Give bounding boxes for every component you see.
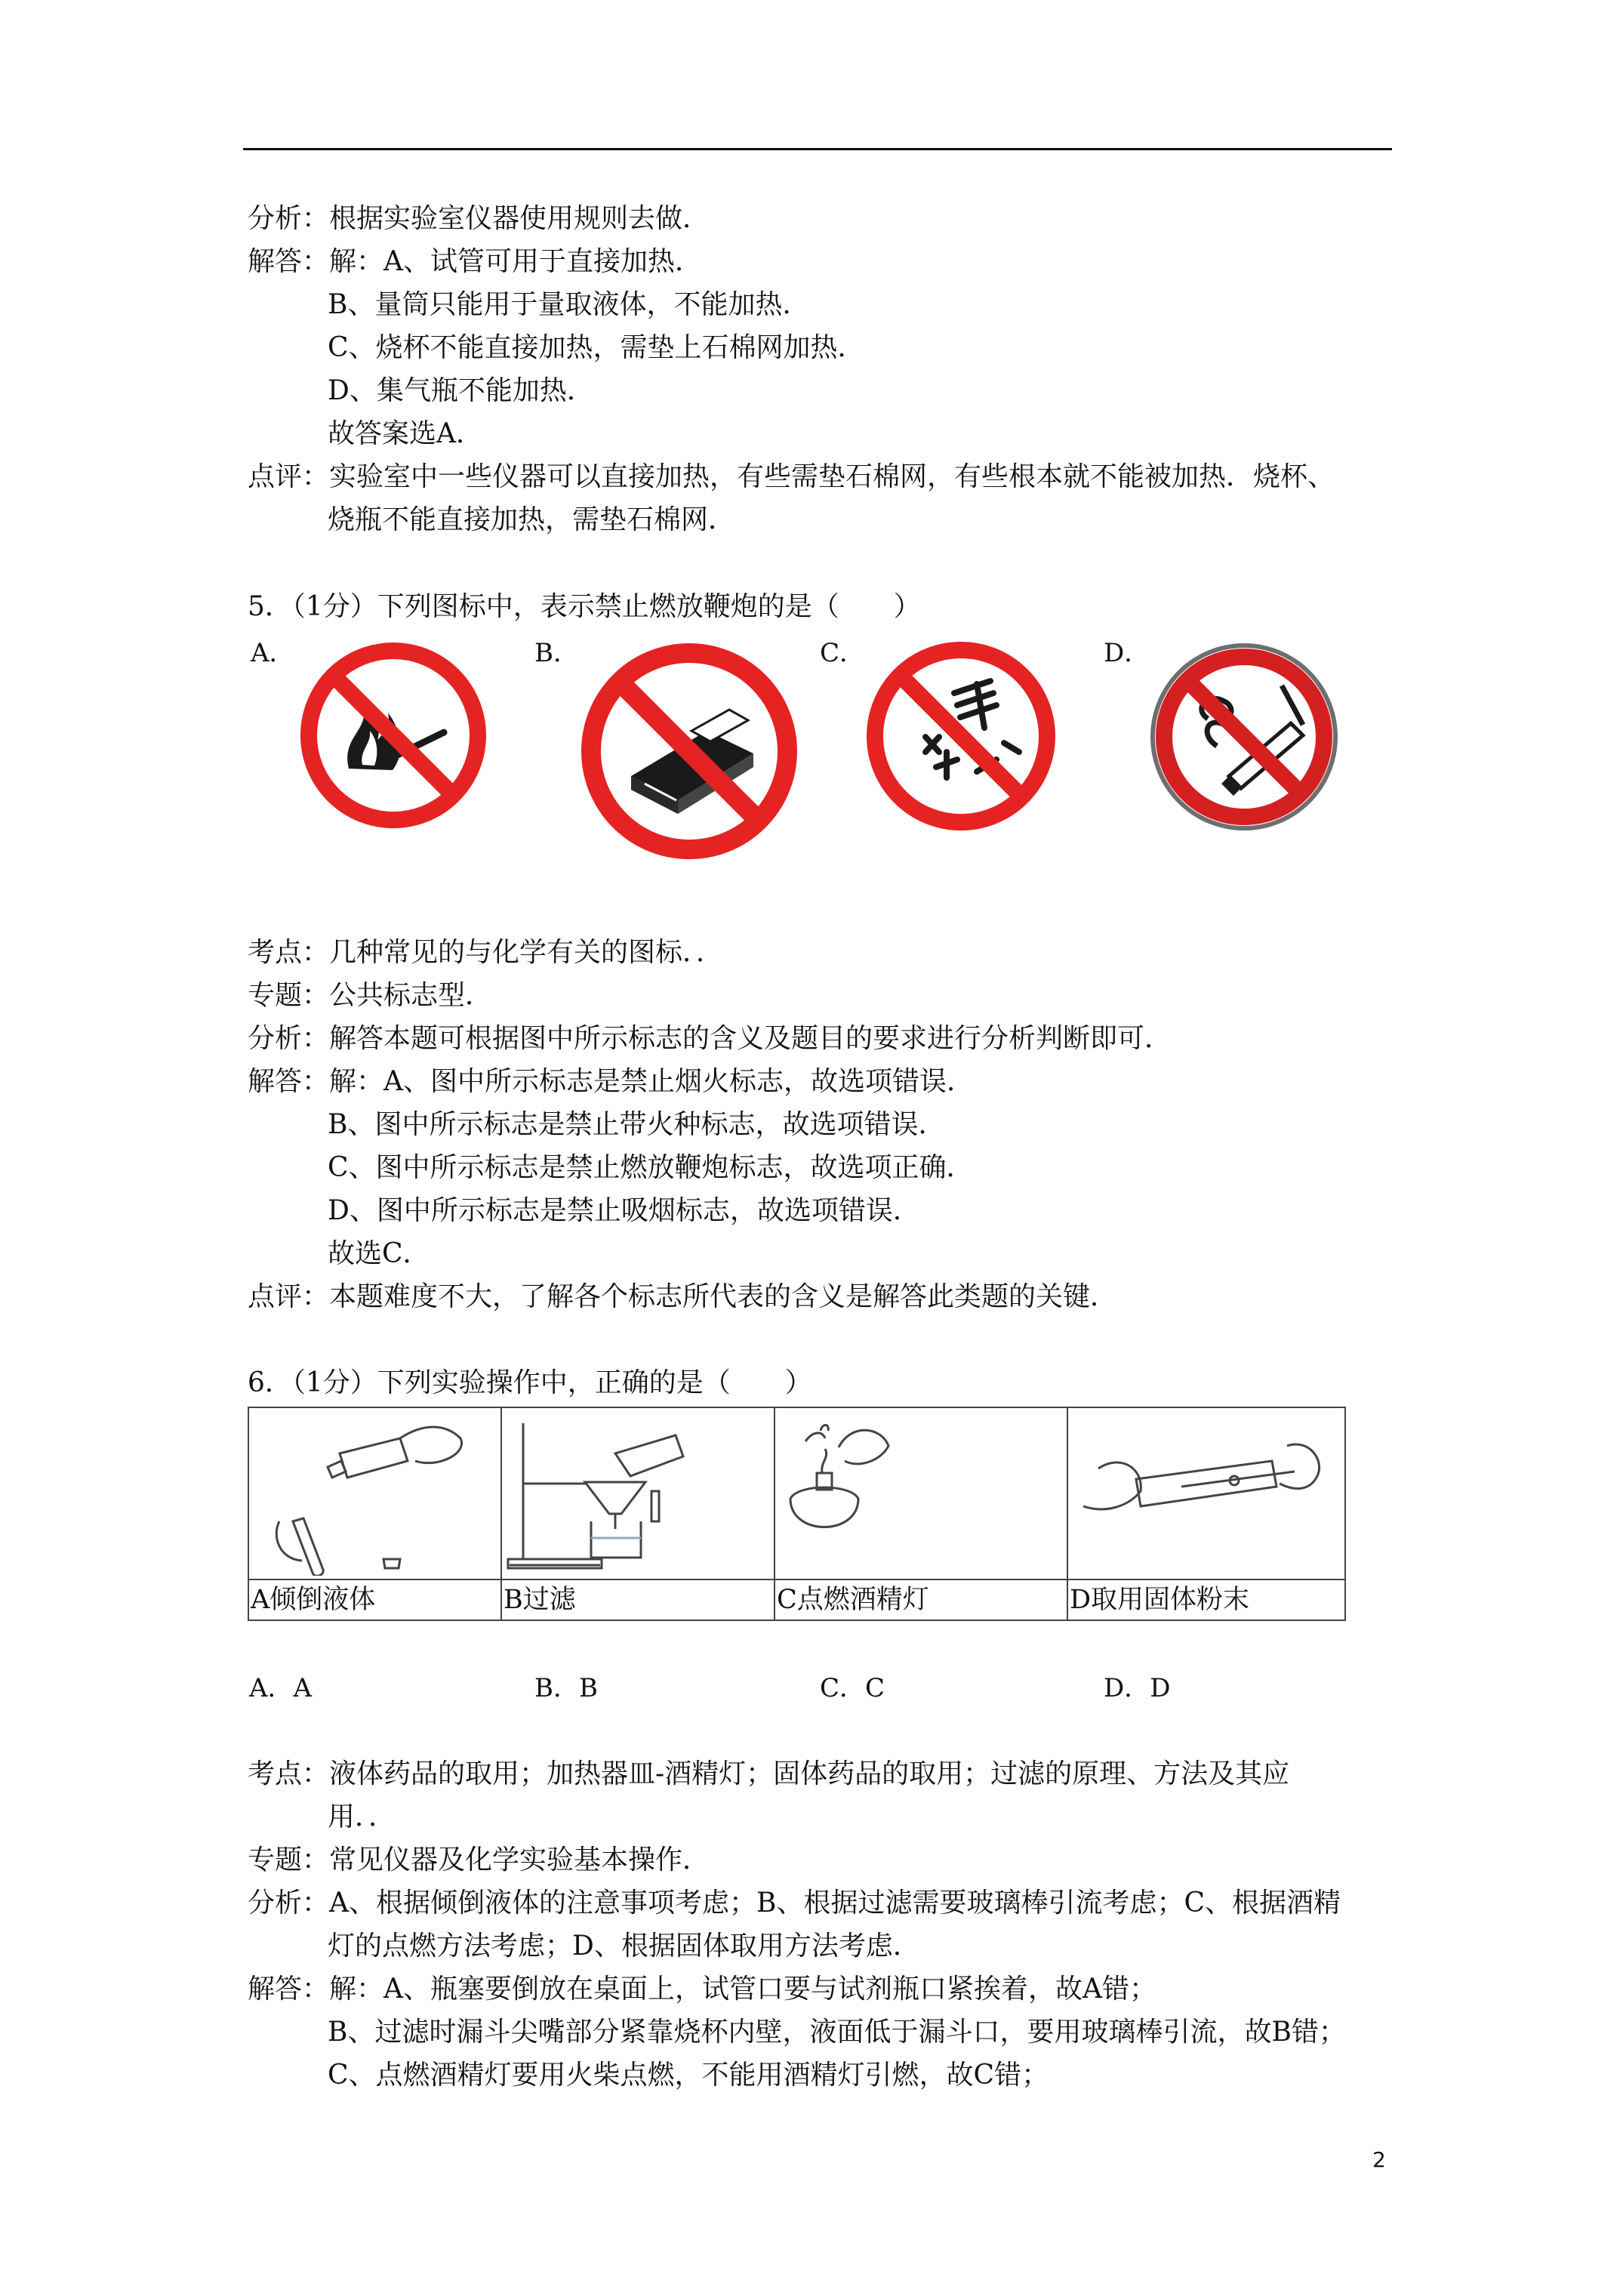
q5-zhuanti: 专题：公共标志型． <box>248 980 493 1011</box>
q6-caption: A倾倒液体 <box>248 1579 501 1620</box>
q4-answer-line: 解答：解：A、试管可用于直接加热． <box>248 246 702 277</box>
q6-choice: D．D <box>1104 1673 1171 1703</box>
no-matches-sign-icon <box>578 640 800 862</box>
q6-choice: C．C <box>820 1673 885 1703</box>
q6-caption: D取用固体粉末 <box>1067 1579 1345 1620</box>
q6-answer-line: B、过滤时漏斗尖嘴部分紧靠烧杯内壁，液面低于漏斗口，要用玻璃棒引流，故B错； <box>328 2017 1346 2048</box>
q5-answer-line: C、图中所示标志是禁止燃放鞭炮标志，故选项正确． <box>328 1152 974 1183</box>
light-alcohol-lamp-illustration <box>775 1407 1067 1579</box>
q4-comment: 烧瓶不能直接加热，需垫石棉网． <box>328 504 736 535</box>
q5-option-label: A． <box>251 638 295 668</box>
q6-stem: 6．（1分）下列实验操作中，正确的是（ ） <box>248 1367 812 1398</box>
alcohol-lamp-icon <box>775 1408 1067 1576</box>
take-solid-powder-illustration <box>1067 1407 1345 1579</box>
q6-kaodian: 用．． <box>328 1801 396 1832</box>
q6-caption: B过滤 <box>501 1579 775 1620</box>
q5-analysis: 分析：解答本题可根据图中所示标志的含义及题目的要求进行分析判断即可． <box>248 1023 1172 1054</box>
q5-option-label: B． <box>534 638 579 668</box>
q5-answer-line: D、图中所示标志是禁止吸烟标志，故选项错误． <box>328 1195 920 1226</box>
q5-answer-line: 故选C． <box>328 1238 430 1269</box>
q6-operations-table <box>248 1407 1346 1621</box>
q5-answer-line: 解答：解：A、图中所示标志是禁止烟火标志，故选项错误． <box>248 1066 974 1097</box>
q4-answer-line: C、烧杯不能直接加热，需垫上石棉网加热． <box>328 332 865 363</box>
q5-kaodian: 考点：几种常见的与化学有关的图标．． <box>248 937 724 968</box>
q4-answer-line: B、量筒只能用于量取液体，不能加热． <box>328 289 810 320</box>
filtration-illustration <box>501 1407 775 1579</box>
q6-analysis: 分析：A、根据倾倒液体的注意事项考虑；B、根据过滤需要玻璃棒引流考虑；C、根据酒精 <box>248 1888 1341 1918</box>
q5-comment: 点评：本题难度不大，了解各个标志所代表的含义是解答此类题的关键． <box>248 1281 1118 1312</box>
q6-answer-line: 解答：解：A、瓶塞要倒放在桌面上，试管口要与试剂瓶口紧挨着，故A错； <box>248 1974 1156 2005</box>
q6-zhuanti: 专题：常见仪器及化学实验基本操作． <box>248 1845 710 1875</box>
q6-answer-line: C、点燃酒精灯要用火柴点燃，不能用酒精灯引燃，故C错； <box>328 2060 1049 2091</box>
q6-choice: A．A <box>249 1673 313 1703</box>
filtration-icon <box>502 1408 774 1576</box>
no-open-flame-sign-icon <box>296 640 491 831</box>
q4-comment: 点评：实验室中一些仪器可以直接加热，有些需垫石棉网，有些根本就不能被加热．烧杯、 <box>248 461 1335 492</box>
q6-analysis: 灯的点燃方法考虑；D、根据固体取用方法考虑． <box>328 1931 920 1962</box>
q5-stem: 5．（1分）下列图标中，表示禁止燃放鞭炮的是（ ） <box>248 591 921 622</box>
no-firecrackers-sign-icon <box>864 639 1058 834</box>
header-rule <box>243 148 1392 150</box>
pour-liquid-icon <box>249 1408 500 1576</box>
page-number: 2 <box>1372 2147 1386 2172</box>
q6-caption: C点燃酒精灯 <box>775 1579 1067 1620</box>
q4-answer-line: 故答案选A． <box>328 418 483 449</box>
q6-kaodian: 考点：液体药品的取用；加热器皿-酒精灯；固体药品的取用；过滤的原理、方法及其应 <box>248 1758 1290 1789</box>
q5-option-label: D． <box>1104 638 1150 668</box>
solid-powder-icon <box>1068 1408 1344 1576</box>
q4-analysis: 分析：根据实验室仪器使用规则去做． <box>248 203 710 234</box>
pour-liquid-illustration <box>248 1407 501 1579</box>
no-smoking-sign-icon <box>1147 640 1341 834</box>
q5-option-label: C． <box>820 638 866 668</box>
q5-answer-line: B、图中所示标志是禁止带火种标志，故选项错误． <box>328 1109 946 1140</box>
q4-answer-line: D、集气瓶不能加热． <box>328 375 594 406</box>
q6-choice: B．B <box>534 1673 598 1703</box>
